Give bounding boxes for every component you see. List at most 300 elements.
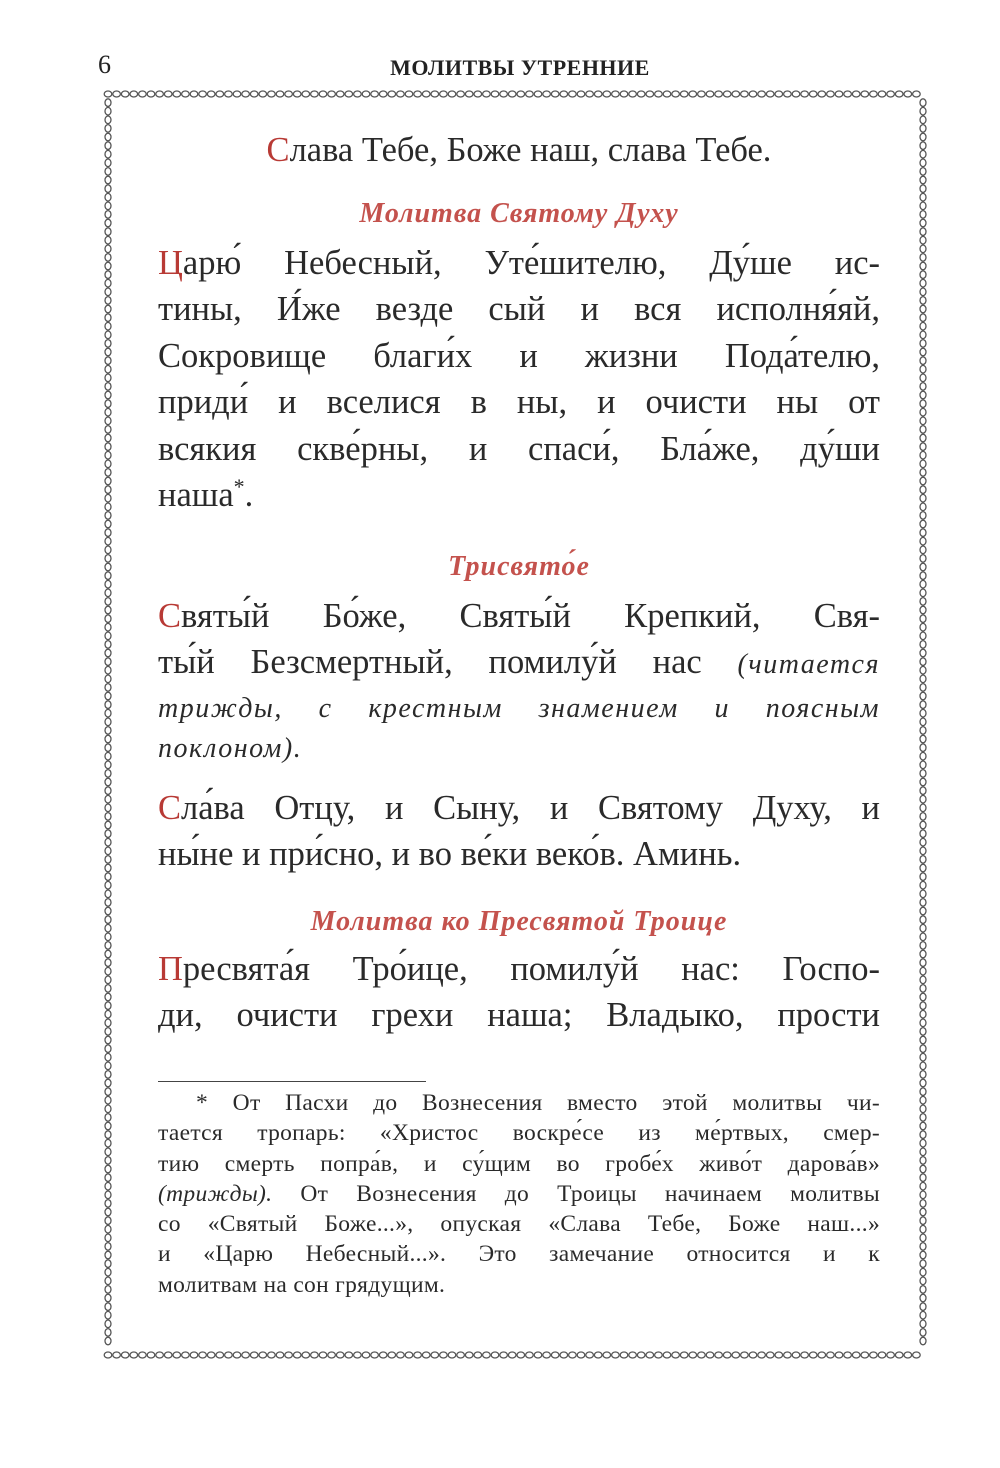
footnote-line: * От Пасхи до Вознесения вместо этой молитвы чи- (196, 1090, 880, 1116)
border-ring (594, 1352, 602, 1358)
border-ring (105, 1277, 111, 1285)
border-ring (105, 322, 111, 330)
border-ring (920, 907, 926, 915)
border-ring (920, 348, 926, 356)
border-ring (920, 787, 926, 795)
border-ring (920, 142, 926, 150)
border-ring (105, 107, 111, 115)
border-ring (920, 185, 926, 193)
border-ring (105, 1234, 111, 1242)
border-ring (105, 752, 111, 760)
border-ring (105, 1028, 111, 1036)
border-ring (105, 211, 111, 219)
border-ring (328, 91, 336, 97)
border-ring (920, 1320, 926, 1328)
border-ring (920, 1122, 926, 1130)
border-ring (784, 91, 792, 97)
border-ring (319, 91, 327, 97)
border-ring (293, 91, 301, 97)
border-ring (105, 770, 111, 778)
border-ring (105, 821, 111, 829)
border-ring (105, 761, 111, 769)
border-ring (354, 1352, 362, 1358)
border-ring (637, 1352, 645, 1358)
border-ring (920, 1071, 926, 1079)
rubric-line: поклоном). (158, 732, 303, 764)
border-ring (895, 1352, 903, 1358)
border-ring (250, 91, 258, 97)
border-ring (105, 133, 111, 141)
border-ring (920, 744, 926, 752)
border-ring (105, 1182, 111, 1190)
border-ring (920, 297, 926, 305)
border-ring (920, 340, 926, 348)
border-ring (920, 443, 926, 451)
main-text (158, 120, 880, 1039)
border-ring (920, 1079, 926, 1087)
border-ring (612, 1352, 620, 1358)
border-ring (920, 950, 926, 958)
border-ring (199, 1352, 207, 1358)
border-ring (715, 91, 723, 97)
border-ring (920, 245, 926, 253)
border-ring (920, 735, 926, 743)
border-ring (259, 91, 267, 97)
border-ring (920, 469, 926, 477)
border-ring (920, 813, 926, 821)
border-ring (920, 615, 926, 623)
border-ring (629, 1352, 637, 1358)
border-ring (105, 228, 111, 236)
border-ring (698, 1352, 706, 1358)
border-ring (104, 91, 112, 97)
border-ring (105, 391, 111, 399)
border-ring (268, 1352, 276, 1358)
border-ring (371, 91, 379, 97)
border-ring (784, 1352, 792, 1358)
border-ring (405, 91, 413, 97)
border-ring (920, 1286, 926, 1294)
border-ring (517, 1352, 525, 1358)
border-ring (586, 91, 594, 97)
border-ring (920, 228, 926, 236)
border-ring (543, 1352, 551, 1358)
border-ring (105, 1002, 111, 1010)
border-ring (105, 976, 111, 984)
border-ring (920, 168, 926, 176)
border-ring (920, 477, 926, 485)
border-ring (920, 116, 926, 124)
border-ring (920, 288, 926, 296)
border-ring (105, 1303, 111, 1311)
border-ring (534, 1352, 542, 1358)
border-ring (920, 1217, 926, 1225)
border-ring (920, 357, 926, 365)
border-ring (904, 1352, 912, 1358)
border-ring (861, 91, 869, 97)
border-ring (105, 512, 111, 520)
border-ring (105, 623, 111, 631)
border-ring (852, 91, 860, 97)
border-ring (242, 91, 250, 97)
border-ring (105, 942, 111, 950)
border-ring (698, 91, 706, 97)
border-ring (920, 529, 926, 537)
border-ring (147, 91, 155, 97)
border-ring (920, 1165, 926, 1173)
border-ring (827, 91, 835, 97)
prayer-holy-spirit (158, 240, 880, 519)
footnote-marker: * (233, 474, 245, 499)
border-ring (440, 1352, 448, 1358)
border-ring (285, 1352, 293, 1358)
border-ring (139, 1352, 147, 1358)
border-ring (105, 873, 111, 881)
border-ring (920, 1105, 926, 1113)
border-ring (920, 1277, 926, 1285)
border-ring (105, 838, 111, 846)
border-ring (646, 91, 654, 97)
heading-trinity: Молитва ко Пресвятой Троице (310, 905, 728, 937)
border-ring (920, 718, 926, 726)
border-ring (603, 1352, 611, 1358)
border-ring (920, 658, 926, 666)
border-ring (259, 1352, 267, 1358)
border-ring (105, 589, 111, 597)
border-ring (680, 91, 688, 97)
border-ring (105, 649, 111, 657)
border-ring (105, 1019, 111, 1027)
border-ring (319, 1352, 327, 1358)
border-ring (629, 91, 637, 97)
border-ring (920, 365, 926, 373)
border-ring (920, 271, 926, 279)
border-ring (302, 1352, 310, 1358)
border-ring (920, 1294, 926, 1302)
border-ring (663, 91, 671, 97)
border-ring (920, 331, 926, 339)
border-ring (920, 864, 926, 872)
border-ring (920, 503, 926, 511)
border-ring (105, 236, 111, 244)
border-ring (920, 684, 926, 692)
border-ring (105, 830, 111, 838)
border-ring (500, 1352, 508, 1358)
border-ring (105, 1174, 111, 1182)
border-ring (920, 890, 926, 898)
border-ring (105, 890, 111, 898)
border-ring (285, 91, 293, 97)
border-ring (105, 279, 111, 287)
border-ring (920, 434, 926, 442)
border-ring (147, 1352, 155, 1358)
border-ring (920, 176, 926, 184)
border-ring (105, 99, 111, 107)
border-ring (723, 91, 731, 97)
border-ring (105, 520, 111, 528)
border-ring (920, 598, 926, 606)
border-ring (105, 202, 111, 210)
border-ring (689, 1352, 697, 1358)
border-ring (105, 494, 111, 502)
border-ring (483, 1352, 491, 1358)
border-ring (920, 967, 926, 975)
border-ring (560, 91, 568, 97)
border-ring (672, 1352, 680, 1358)
border-ring (920, 1036, 926, 1044)
border-ring (405, 1352, 413, 1358)
border-ring (105, 1243, 111, 1251)
border-ring (105, 426, 111, 434)
border-ring (105, 1010, 111, 1018)
border-ring (448, 1352, 456, 1358)
border-ring (105, 864, 111, 872)
border-ring (766, 91, 774, 97)
border-ring (920, 589, 926, 597)
border-ring (920, 555, 926, 563)
border-ring (105, 1139, 111, 1147)
border-ring (105, 1036, 111, 1044)
border-ring (809, 1352, 817, 1358)
border-ring (920, 383, 926, 391)
border-ring (920, 1019, 926, 1027)
border-ring (920, 1148, 926, 1156)
border-ring (920, 262, 926, 270)
border-ring (105, 744, 111, 752)
text-line: Сла́ва Отцу, и Сыну, и Святому Духу, и (158, 788, 880, 827)
border-ring (105, 1311, 111, 1319)
border-ring (920, 709, 926, 717)
border-ring (105, 856, 111, 864)
border-ring (293, 1352, 301, 1358)
border-ring (336, 91, 344, 97)
border-ring (105, 787, 111, 795)
border-ring (920, 761, 926, 769)
border-ring (105, 245, 111, 253)
border-ring (190, 1352, 198, 1358)
border-ring (105, 529, 111, 537)
border-ring (920, 322, 926, 330)
border-ring (371, 1352, 379, 1358)
text-line: Пресвята́я Тро́ице, помилу́й нас: Госпо- (158, 949, 880, 988)
prayer-trisagion (158, 593, 880, 769)
border-ring (182, 1352, 190, 1358)
border-ring (105, 907, 111, 915)
border-ring (491, 1352, 499, 1358)
border-ring (105, 503, 111, 511)
border-ring (920, 1028, 926, 1036)
border-ring (920, 150, 926, 158)
border-ring (920, 1260, 926, 1268)
border-ring (105, 365, 111, 373)
border-ring (920, 400, 926, 408)
border-ring (655, 91, 663, 97)
border-ring (105, 219, 111, 227)
border-ring (920, 417, 926, 425)
border-ring (569, 91, 577, 97)
border-ring (105, 417, 111, 425)
border-ring (388, 1352, 396, 1358)
border-ring (534, 91, 542, 97)
border-ring (672, 91, 680, 97)
border-ring (105, 193, 111, 201)
drop-initial: С (158, 788, 182, 827)
border-ring (105, 116, 111, 124)
border-ring (920, 1157, 926, 1165)
border-ring (920, 133, 926, 141)
border-ring (913, 1352, 921, 1358)
border-ring (105, 254, 111, 262)
border-ring (594, 91, 602, 97)
border-ring (105, 486, 111, 494)
border-ring (920, 1251, 926, 1259)
border-ring (105, 1045, 111, 1053)
border-ring (105, 1268, 111, 1276)
border-ring (801, 91, 809, 97)
border-ring (105, 288, 111, 296)
border-ring (508, 1352, 516, 1358)
border-ring (895, 91, 903, 97)
border-ring (920, 795, 926, 803)
border-ring (105, 383, 111, 391)
border-ring (216, 91, 224, 97)
border-ring (920, 408, 926, 416)
border-ring (105, 684, 111, 692)
border-ring (792, 1352, 800, 1358)
border-ring (920, 1114, 926, 1122)
border-ring (758, 91, 766, 97)
border-ring (105, 314, 111, 322)
border-ring (276, 1352, 284, 1358)
border-ring (577, 91, 585, 97)
border-ring (105, 443, 111, 451)
border-ring (920, 933, 926, 941)
border-ring (920, 985, 926, 993)
border-ring (526, 91, 534, 97)
border-ring (105, 924, 111, 932)
border-ring (422, 1352, 430, 1358)
border-ring (508, 91, 516, 97)
border-ring (792, 91, 800, 97)
border-ring (920, 546, 926, 554)
border-ring (105, 262, 111, 270)
border-ring (920, 1268, 926, 1276)
border-ring (105, 950, 111, 958)
text-line: Святы́й Бо́же, Святы́й Крепкий, Свя- (158, 596, 880, 635)
border-ring (105, 572, 111, 580)
border-ring (835, 1352, 843, 1358)
border-ring (311, 91, 319, 97)
footnote-line: тается тропарь: «Христос воскре́се из ме́ртвых, смер- (158, 1120, 880, 1147)
border-ring (233, 1352, 241, 1358)
border-ring (920, 520, 926, 528)
border-ring (706, 91, 714, 97)
border-ring (105, 168, 111, 176)
border-ring (345, 91, 353, 97)
border-ring (130, 1352, 138, 1358)
border-ring (105, 899, 111, 907)
border-ring (920, 692, 926, 700)
border-ring (164, 1352, 172, 1358)
border-ring (920, 563, 926, 571)
border-ring (105, 847, 111, 855)
border-ring (105, 150, 111, 158)
border-ring (105, 916, 111, 924)
border-ring (105, 159, 111, 167)
border-ring (749, 1352, 757, 1358)
drop-initial: Ц (158, 243, 183, 282)
border-ring (715, 1352, 723, 1358)
border-ring (551, 1352, 559, 1358)
border-ring (920, 899, 926, 907)
border-ring (612, 91, 620, 97)
border-ring (397, 1352, 405, 1358)
border-ring (861, 1352, 869, 1358)
border-ring (920, 727, 926, 735)
border-ring (920, 666, 926, 674)
border-ring (920, 804, 926, 812)
border-ring (457, 91, 465, 97)
border-ring (105, 305, 111, 313)
border-ring (732, 91, 740, 97)
border-ring (920, 391, 926, 399)
border-ring (379, 91, 387, 97)
border-ring (920, 606, 926, 614)
border-ring (105, 701, 111, 709)
border-ring (920, 847, 926, 855)
border-ring (207, 1352, 215, 1358)
border-ring (105, 959, 111, 967)
border-ring (920, 572, 926, 580)
border-ring (105, 1200, 111, 1208)
border-ring (749, 91, 757, 97)
border-ring (225, 1352, 233, 1358)
border-ring (362, 91, 370, 97)
border-ring (920, 305, 926, 313)
rubric: (читается (737, 649, 880, 680)
border-ring (414, 91, 422, 97)
border-ring (920, 426, 926, 434)
border-ring (105, 1131, 111, 1139)
border-ring (121, 91, 129, 97)
border-ring (491, 91, 499, 97)
page-number: 6 (98, 50, 111, 79)
border-ring (345, 1352, 353, 1358)
border-ring (646, 1352, 654, 1358)
border-ring (105, 1217, 111, 1225)
border-ring (920, 641, 926, 649)
border-ring (311, 1352, 319, 1358)
border-ring (105, 357, 111, 365)
border-ring (105, 1053, 111, 1061)
border-ring (920, 1200, 926, 1208)
border-ring (105, 615, 111, 623)
border-ring (328, 1352, 336, 1358)
border-ring (920, 770, 926, 778)
glory-line (158, 127, 880, 174)
border-ring (362, 1352, 370, 1358)
border-ring (173, 1352, 181, 1358)
border-ring (483, 91, 491, 97)
border-ring (105, 555, 111, 563)
border-ring (655, 1352, 663, 1358)
border-ring (105, 1337, 111, 1345)
border-ring (105, 1071, 111, 1079)
border-ring (920, 649, 926, 657)
footnote-line: тию смерть попра́в, и су́щим во гробе́х живо́т дарова́в» (158, 1150, 880, 1177)
border-ring (105, 331, 111, 339)
border-ring (105, 813, 111, 821)
